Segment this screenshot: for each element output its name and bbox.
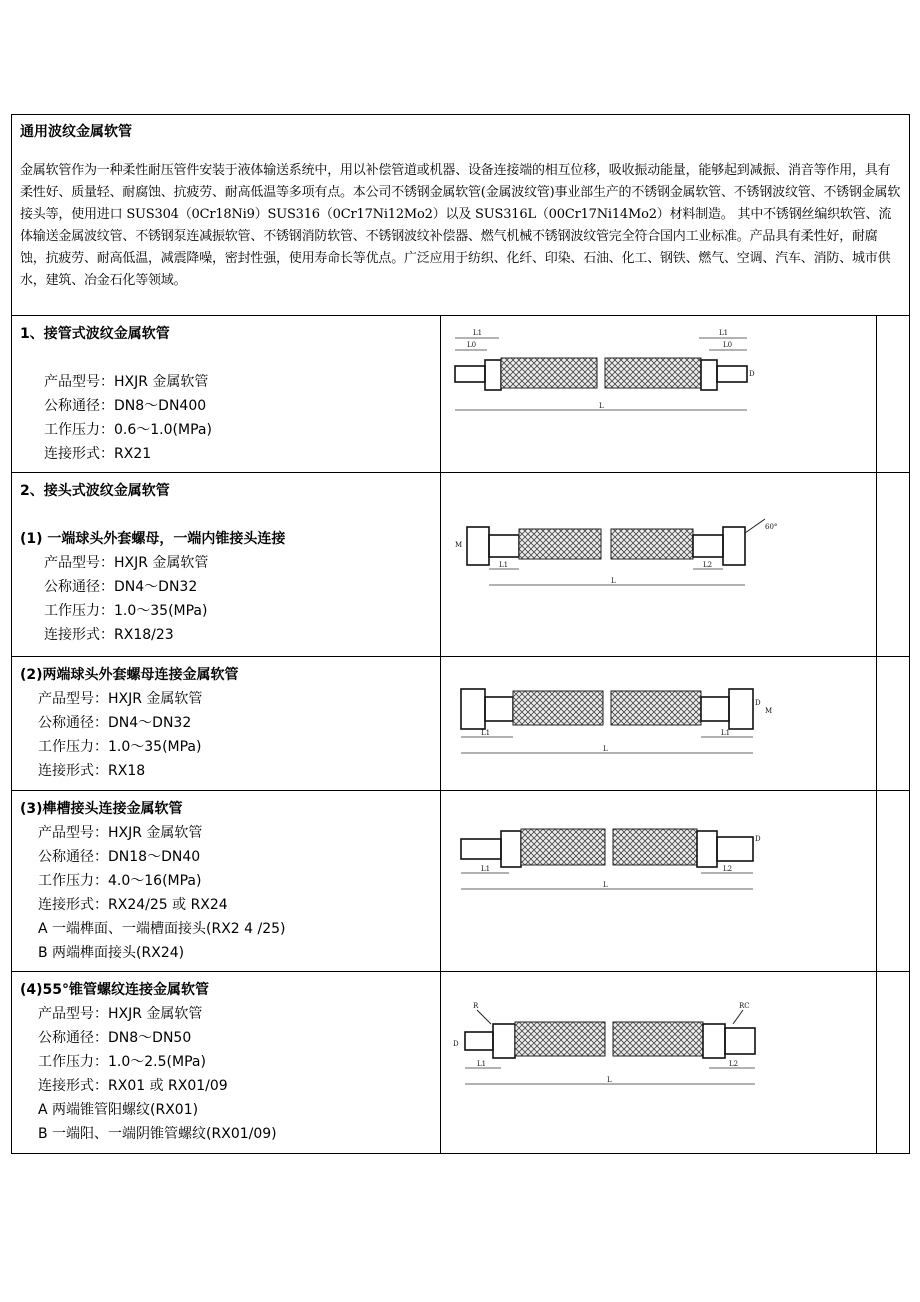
hose-drawing-icon — [447, 324, 757, 424]
spec-pressure: 工作压力：0.6～1.0(MPa) — [44, 422, 212, 438]
spec-pressure: 工作压力：1.0～2.5(MPa) — [38, 1054, 206, 1070]
spec-diameter: 公称通径：DN4～DN32 — [44, 579, 198, 595]
section-subtitle: (4)55°锥管螺纹连接金属软管 — [20, 982, 210, 998]
spec-model: 产品型号：HXJR 金属软管 — [44, 374, 209, 390]
drawing-label-d: D — [755, 699, 761, 707]
drawing-label-d: D — [749, 370, 755, 378]
drawing-label-rc: RC — [739, 1002, 750, 1010]
product-text-cell — [12, 791, 441, 972]
product-row — [12, 972, 910, 1154]
section-subtitle: (1) 一端球头外套螺母，一端内锥接头连接 — [20, 531, 286, 547]
spec-diameter: 公称通径：DN8～DN50 — [38, 1030, 192, 1046]
drawing-label-m: M — [765, 707, 773, 715]
product-text-cell — [12, 473, 441, 657]
spec-connection: 连接形式：RX24/25 或 RX24 — [38, 897, 228, 913]
drawing-label-l1: L1 — [481, 865, 491, 873]
drawing-label-l0: L0 — [467, 341, 477, 349]
spec-note-b: B 一端阳、一端阴锥管螺纹(RX01/09) — [38, 1126, 277, 1142]
drawing-label-l1-right: L1 — [721, 729, 731, 737]
section-title: 1、接管式波纹金属软管 — [20, 326, 170, 342]
drawing-label-l: L — [603, 745, 608, 753]
section-subtitle: (2)两端球头外套螺母连接金属软管 — [20, 667, 239, 683]
intro-title: 通用波纹金属软管 — [20, 124, 132, 140]
spec-model: 产品型号：HXJR 金属软管 — [38, 691, 203, 707]
product-text-cell — [12, 972, 441, 1154]
spec-diameter: 公称通径：DN8～DN400 — [44, 398, 207, 414]
drawing-label-l2: L2 — [729, 1060, 739, 1068]
spec-connection: 连接形式：RX18 — [38, 763, 146, 779]
product-row — [12, 473, 910, 657]
product-row — [12, 316, 910, 473]
product-row — [12, 791, 910, 972]
drawing-label-l2: L2 — [703, 561, 713, 569]
spec-connection: 连接形式：RX01 或 RX01/09 — [38, 1078, 228, 1094]
spec-pressure: 工作压力：4.0～16(MPa) — [38, 873, 202, 889]
hose-drawing-icon — [447, 811, 777, 911]
spec-diameter: 公称通径：DN18～DN40 — [38, 849, 201, 865]
drawing-label-l2: L2 — [723, 865, 733, 873]
hose-drawing-icon — [447, 513, 777, 613]
drawing-label-l0-right: L0 — [723, 341, 733, 349]
product-drawing-cell — [441, 316, 877, 473]
intro-row — [12, 115, 910, 316]
product-drawing-cell — [441, 791, 877, 972]
drawing-label-l1: L1 — [499, 561, 509, 569]
empty-cell — [877, 972, 910, 1154]
empty-cell — [877, 473, 910, 657]
drawing-label-d: D — [755, 835, 761, 843]
section-subtitle: (3)榫槽接头连接金属软管 — [20, 801, 183, 817]
hose-drawing-icon — [447, 673, 777, 773]
drawing-label-l: L — [603, 881, 608, 889]
drawing-label-r: R — [473, 1002, 479, 1010]
drawing-label-l1: L1 — [473, 329, 483, 337]
empty-cell — [877, 657, 910, 791]
spec-pressure: 工作压力：1.0～35(MPa) — [44, 603, 208, 619]
spec-connection: 连接形式：RX18/23 — [44, 627, 174, 643]
product-text-cell — [12, 657, 441, 791]
spec-diameter: 公称通径：DN4～DN32 — [38, 715, 192, 731]
spec-connection: 连接形式：RX21 — [44, 446, 152, 462]
drawing-label-m: M — [455, 541, 463, 549]
intro-body: 金属软管作为一种柔性耐压管件安装于液体输送系统中，用以补偿管道或机器、设备连接端的相互位移，吸收振动能量，能够起到减振、消音等作用，具有柔性好、质量轻、耐腐蚀、抗疲劳、耐高低温等多项有点。本公司不锈钢金属软管(金属波纹管)事业部生产的不锈钢金属软管、不锈钢波纹管、不锈钢金属软接头等，使用进口 SUS304（0Cr18Ni9）SUS316（0Cr17Ni12Mo2）以及 SUS316L（00Cr17Ni14Mo2）材料制造。 其中不锈钢丝编织软管、流体输送金属波纹管、不锈钢泵连减振软管、不锈钢消防软管、不锈钢波纹补偿器、燃气机械不锈钢波纹管完全符合国内工业标准。产品具有柔性好，耐腐蚀，抗疲劳、耐高低温，减震降噪，密封性强，使用寿命长等优点。广泛应用于纺织、化纤、印染、石油、化工、钢铁、燃气、空调、汽车、消防、城市供水，建筑、冶金石化等领域。 — [20, 163, 901, 288]
spec-model: 产品型号：HXJR 金属软管 — [38, 1006, 203, 1022]
drawing-label-l1: L1 — [481, 729, 491, 737]
hose-drawing-icon — [447, 998, 777, 1108]
spec-note-a: A 两端锥管阳螺纹(RX01) — [38, 1102, 199, 1118]
drawing-label-d: D — [453, 1040, 459, 1048]
empty-cell — [877, 316, 910, 473]
product-drawing-cell — [441, 657, 877, 791]
section-title: 2、接头式波纹金属软管 — [20, 483, 170, 499]
product-drawing-cell — [441, 473, 877, 657]
spec-note-b: B 两端榫面接头(RX24) — [38, 945, 185, 961]
spec-pressure: 工作压力：1.0～35(MPa) — [38, 739, 202, 755]
empty-cell — [877, 791, 910, 972]
drawing-label-l1-right: L1 — [719, 329, 729, 337]
spec-model: 产品型号：HXJR 金属软管 — [44, 555, 209, 571]
drawing-label-angle: 60° — [765, 523, 777, 531]
drawing-label-l: L — [607, 1076, 612, 1084]
drawing-label-l: L — [611, 577, 616, 585]
product-drawing-cell — [441, 972, 877, 1154]
intro-cell — [12, 115, 910, 316]
drawing-label-l: L — [599, 402, 604, 410]
spec-note-a: A 一端榫面、一端槽面接头(RX2 4 /25) — [38, 921, 286, 937]
drawing-label-l1: L1 — [477, 1060, 487, 1068]
product-table — [11, 114, 910, 1154]
spec-model: 产品型号：HXJR 金属软管 — [38, 825, 203, 841]
product-row — [12, 657, 910, 791]
product-text-cell — [12, 316, 441, 473]
